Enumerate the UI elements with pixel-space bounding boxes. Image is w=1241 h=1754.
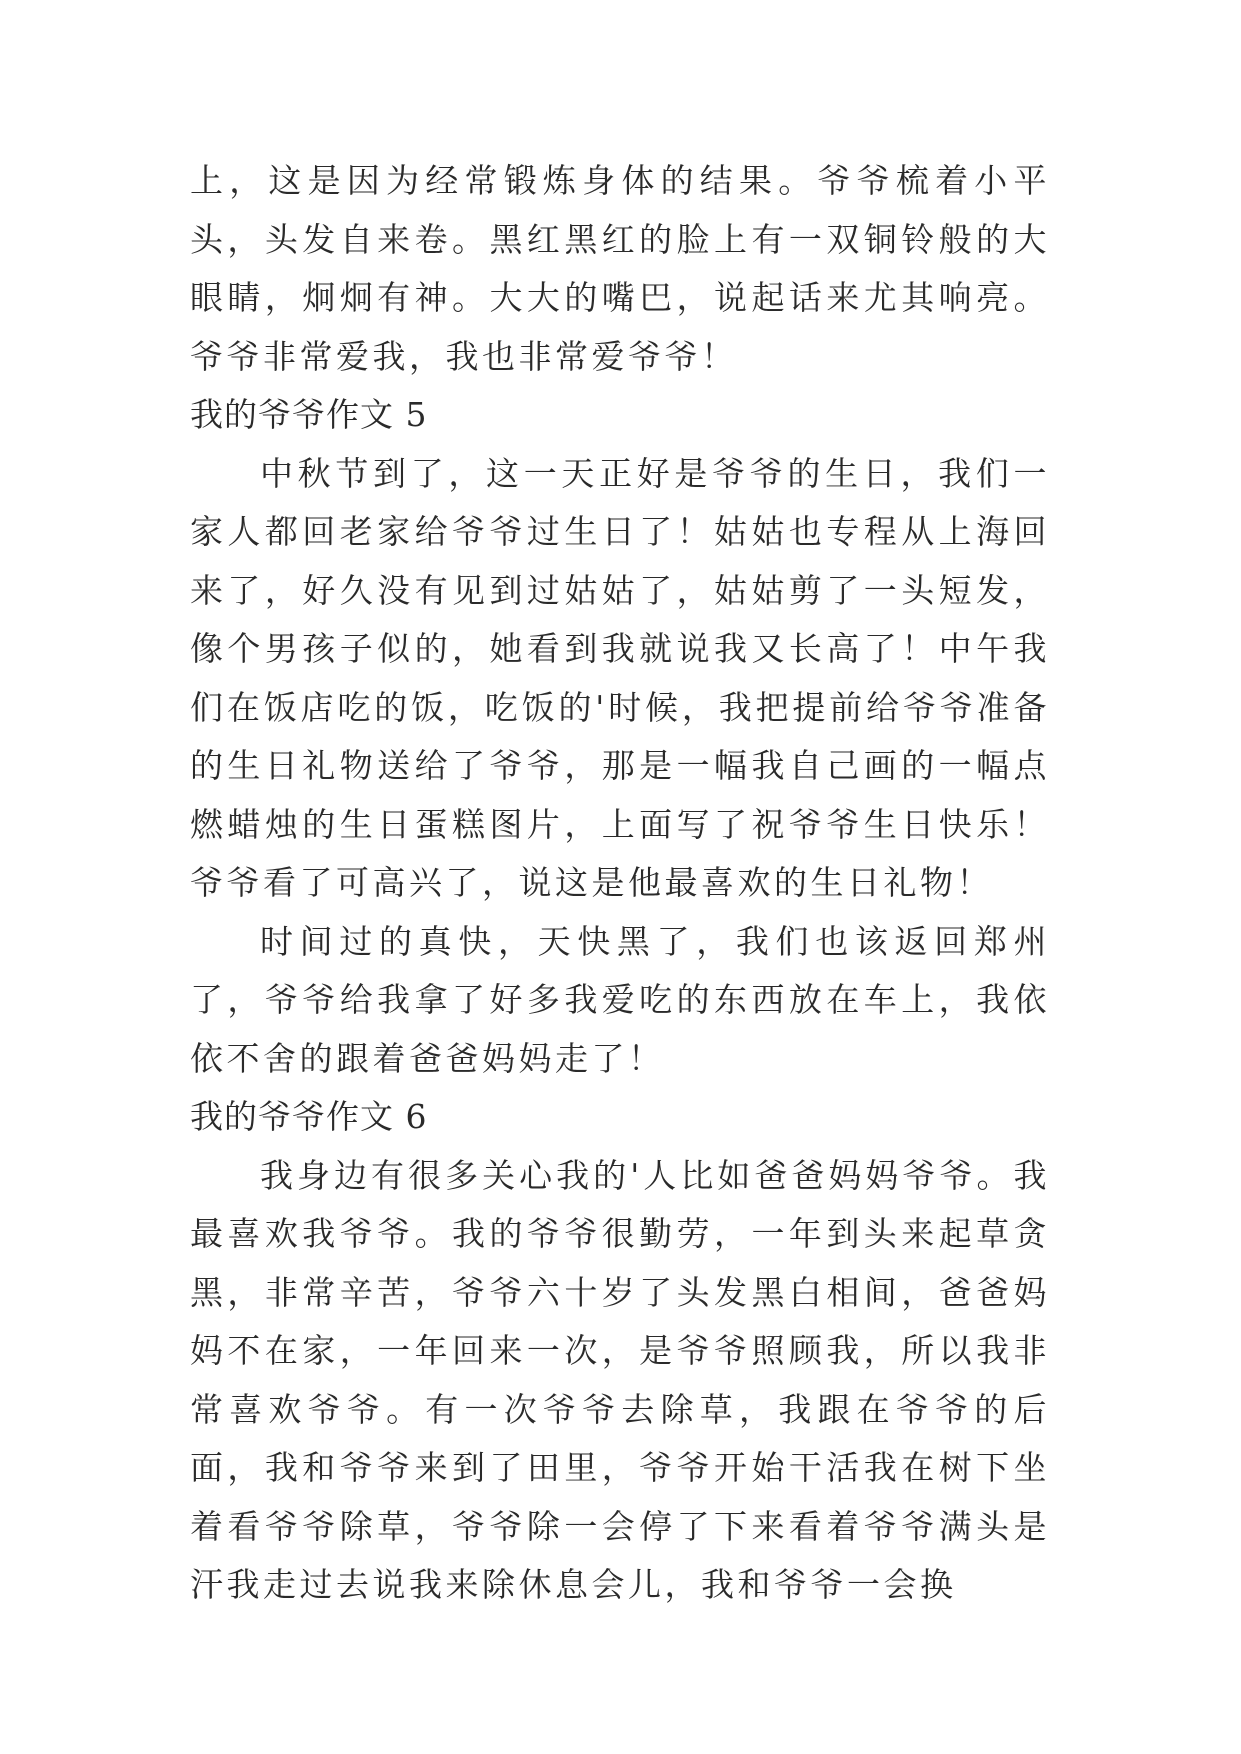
paragraph-mid-autumn: 中秋节到了，这一天正好是爷爷的生日，我们一家人都回老家给爷爷过生日了！姑姑也专程从上海回来了，好久没有见到过姑姑了，姑姑剪了一头短发，像个男孩子似的，她看到我就说我又长高了！中午我们在饭店吃的饭，吃饭的'时候，我把提前给爷爷准备的生日礼物送给了爷爷，那是一幅我自己画的一幅点燃蜡烛的生日蛋糕图片，上面写了祝爷爷生日快乐！爷爷看了可高兴了，说这是他最喜欢的生日礼物！ [190, 453, 1050, 902]
paragraph-return-home: 时间过的真快，天快黑了，我们也该返回郑州了，爷爷给我拿了好多我爱吃的东西放在车上，我依依不舍的跟着爸爸妈妈走了！ [190, 921, 1050, 1078]
paragraph-grandpa-weeding: 我身边有很多关心我的'人比如爸爸妈妈爷爷。我最喜欢我爷爷。我的爷爷很勤劳，一年到头来起草贪黑，非常辛苦，爷爷六十岁了头发黑白相间，爸爸妈妈不在家，一年回来一次，是爷爷照顾我，所以我非常喜欢爷爷。有一次爷爷去除草，我跟在爷爷的后面，我和爷爷来到了田里，爷爷开始干活我在树下坐着看爷爷除草，爷爷除一会停了下来看着爷爷满头是汗我走过去说我来除休息会儿，我和爷爷一会换 [190, 1155, 1050, 1604]
document-body [190, 152, 1050, 1615]
paragraph-continuation: 上，这是因为经常锻炼身体的结果。爷爷梳着小平头，头发自来卷。黑红黑红的脸上有一双铜铃般的大眼睛，炯炯有神。大大的嘴巴，说起话来尤其响亮。爷爷非常爱我，我也非常爱爷爷！ [190, 161, 1050, 376]
section-heading-5: 我的爷爷作文 5 [190, 395, 428, 434]
section-heading-6: 我的爷爷作文 6 [190, 1097, 428, 1136]
